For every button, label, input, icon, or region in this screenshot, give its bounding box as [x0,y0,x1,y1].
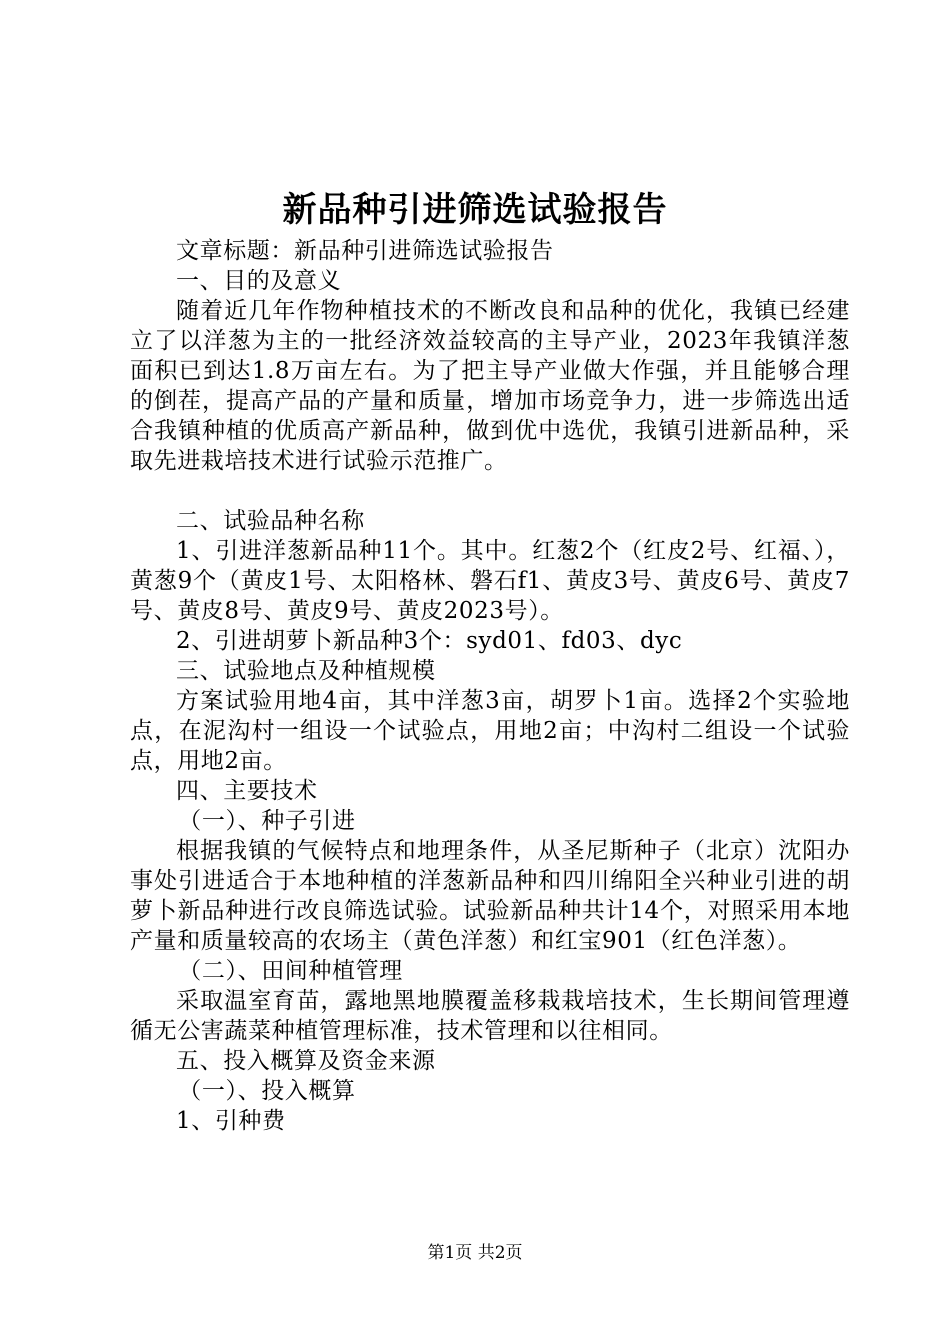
section-heading-varieties: 二、试验品种名称 [176,508,365,534]
paragraph-location: 方案试验用地4亩，其中洋葱3亩，胡罗卜1亩。选择2个实验地点，在泥沟村一组设一个试验点，用地2亩；中沟村二组设一个试验点，用地2亩。 [130,688,850,774]
paragraph-carrot-varieties: 2、引进胡萝卜新品种3个：syd01、fd03、dyc [176,628,683,654]
paragraph-spacer [130,476,850,506]
subheading-field-management: （二）、田间种植管理 [178,958,403,984]
section-heading-budget: 五、投入概算及资金来源 [176,1048,436,1074]
subheading-seed-introduction: （一）、种子引进 [178,808,356,834]
paragraph-purpose: 随着近几年作物种植技术的不断改良和品种的优化，我镇已经建立了以洋葱为主的一批经济效益较高的主导产业，2023年我镇洋葱面积已到达1.8万亩左右。为了把主导产业做大作强，并且能够合理的倒茬，提高产品的产量和质量，增加市场竞争力，进一步筛选出适合我镇种植的优质高产新品种，做到优中选优，我镇引进新品种，采取先进栽培技术进行试验示范推广。 [130,298,850,474]
section-heading-purpose: 一、目的及意义 [176,268,342,294]
paragraph-seed-cost: 1、引种费 [176,1108,286,1134]
section-heading-technology: 四、主要技术 [176,778,318,804]
paragraph-onion-varieties: 1、引进洋葱新品种11个。其中。红葱2个（红皮2号、红福、），黄葱9个（黄皮1号、太阳格林、磐石f1、黄皮3号、黄皮6号、黄皮7号、黄皮8号、黄皮9号、黄皮2023号）。 [130,538,850,624]
article-title-line: 文章标题：新品种引进筛选试验报告 [176,238,554,264]
document-body [130,236,850,1136]
paragraph-seed-introduction: 根据我镇的气候特点和地理条件，从圣尼斯种子（北京）沈阳办事处引进适合于本地种植的洋葱新品种和四川绵阳全兴种业引进的胡萝卜新品种进行改良筛选试验。试验新品种共计14个，对照采用本地产量和质量较高的农场主（黄色洋葱）和红宝901（红色洋葱）。 [130,838,850,954]
section-heading-location: 三、试验地点及种植规模 [176,658,436,684]
paragraph-field-management: 采取温室育苗，露地黑地膜覆盖移栽栽培技术，生长期间管理遵循无公害蔬菜种植管理标准，技术管理和以往相同。 [130,988,850,1044]
subheading-budget-estimate: （一）、投入概算 [178,1078,356,1104]
document-title: 新品种引进筛选试验报告 [282,190,668,230]
page-footer: 第1页 共2页 [427,1243,523,1263]
